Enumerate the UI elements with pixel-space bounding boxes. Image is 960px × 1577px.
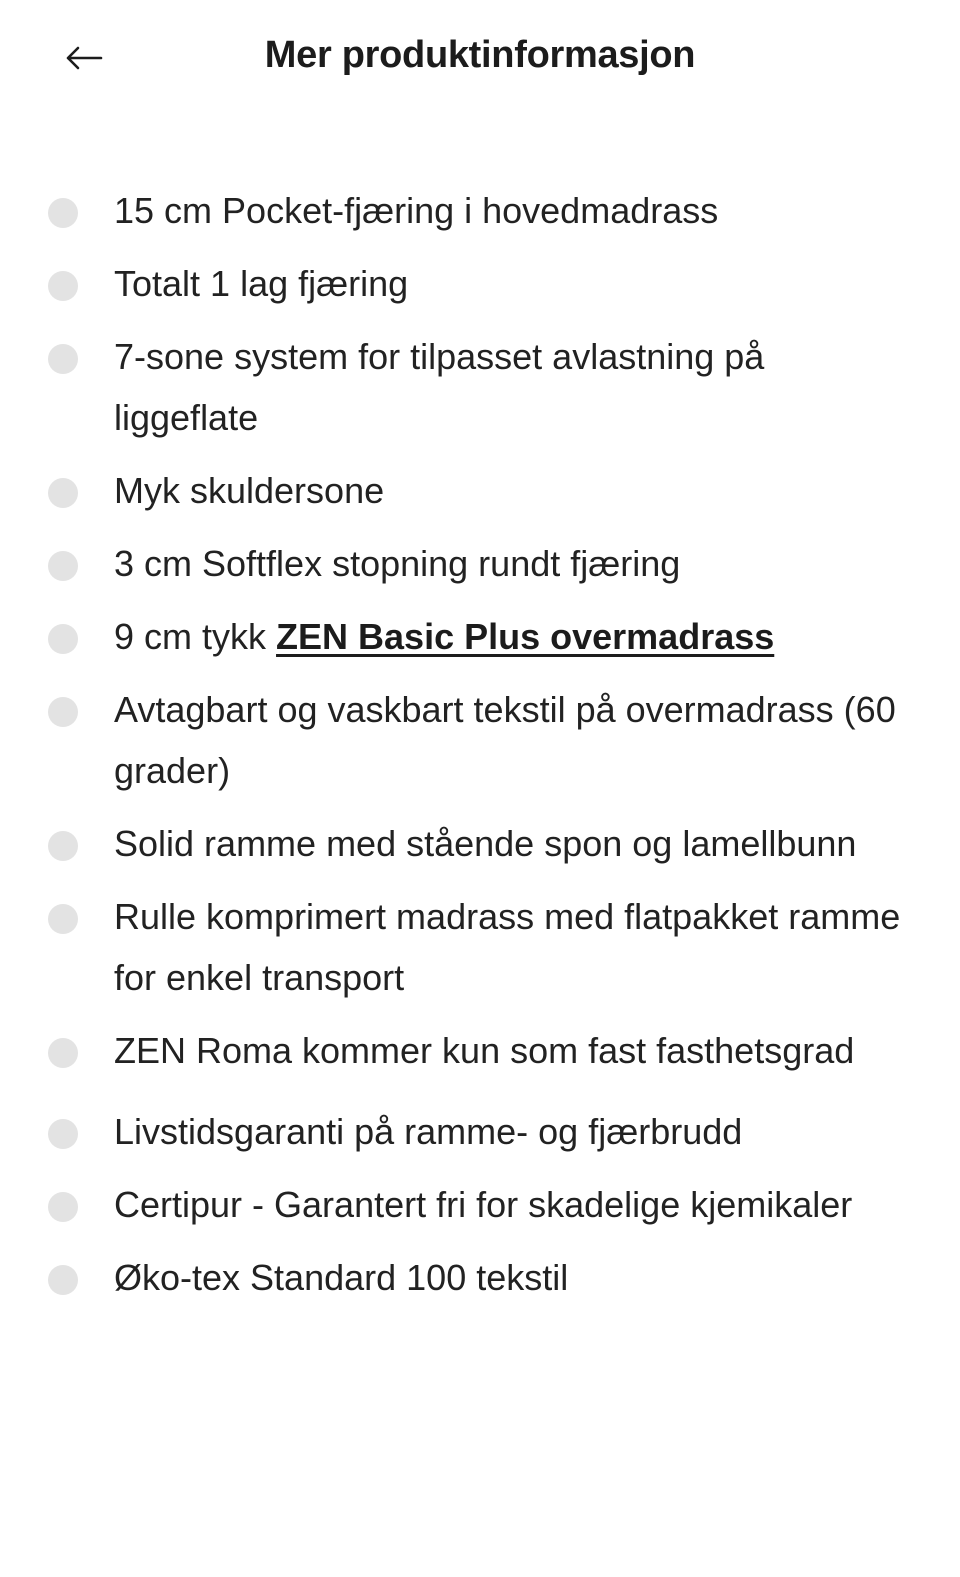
bullet-icon [48,904,78,934]
list-item-text: Myk skuldersone [114,470,385,511]
list-item-text: Rulle komprimert madrass med flatpakket ramme for enkel transport [114,896,901,998]
bullet-icon [48,1038,78,1068]
list-item-text: Certipur - Garantert fri for skadelige kjemikaler [114,1184,853,1225]
bullet-icon [48,271,78,301]
bullet-icon [48,697,78,727]
list-item-text: 15 cm Pocket-fjæring i hovedmadrass [114,190,719,231]
bullet-icon [48,198,78,228]
list-item [48,326,918,448]
header [0,0,960,120]
list-item-text: ZEN Roma kommer kun som fast fasthetsgrad [114,1030,855,1071]
list-item [48,1101,918,1162]
page-title: Mer produktinformasjon [264,34,696,76]
list-item [48,460,918,521]
list-item-prefix: 9 cm tykk [114,616,277,657]
product-info-list [48,180,918,1320]
bullet-icon [48,624,78,654]
list-item-text: Avtagbart og vaskbart tekstil på overmadrass (60 grader) [114,689,896,791]
list-item-text: 3 cm Softflex stopning rundt fjæring [114,543,681,584]
bullet-icon [48,831,78,861]
list-item [48,1247,918,1308]
list-item [48,886,918,1008]
bullet-icon [48,1192,78,1222]
list-item [48,606,918,667]
bullet-icon [48,344,78,374]
list-item-text: Øko-tex Standard 100 tekstil [114,1257,569,1298]
overmadrass-link[interactable]: ZEN Basic Plus overmadrass [276,616,775,657]
bullet-icon [48,1119,78,1149]
list-item [48,253,918,314]
list-item-text: Totalt 1 lag fjæring [114,263,409,304]
list-item [48,533,918,594]
list-item [48,679,918,801]
list-item-text: 7-sone system for tilpasset avlastning på liggeflate [114,336,765,438]
list-item-text: Solid ramme med stående spon og lamellbunn [114,823,857,864]
list-item [48,813,918,874]
list-item-text: Livstidsgaranti på ramme- og fjærbrudd [114,1111,743,1152]
list-item [48,1020,918,1081]
list-item [48,1174,918,1235]
bullet-icon [48,551,78,581]
bullet-icon [48,1265,78,1295]
bullet-icon [48,478,78,508]
list-item [48,180,918,241]
